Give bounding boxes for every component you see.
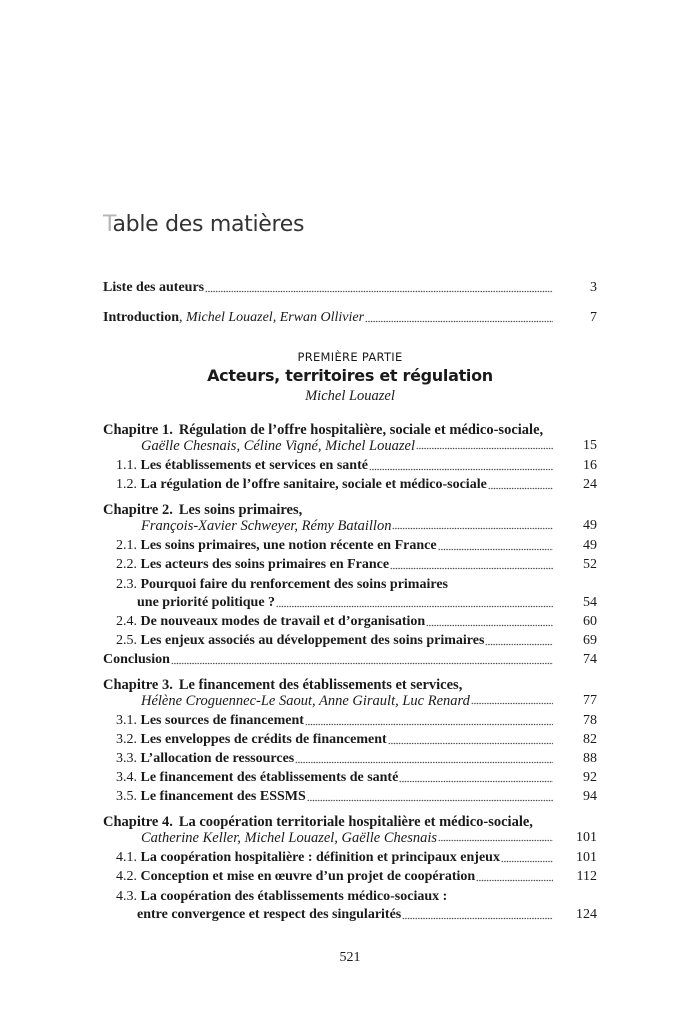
chapter-authors: François-Xavier Schweyer, Rémy Bataillon [141,518,392,534]
part-heading [103,349,597,406]
section-title: L’allocation de ressources [140,751,295,766]
section-label [103,867,475,886]
section-title-continued: entre convergence et respect des singularités [137,907,402,922]
section-number: 2.3. [116,577,137,592]
section-label [103,848,500,867]
section-number: 3.2. [116,732,137,747]
leader-dots [388,742,553,745]
section-page: 52 [583,557,597,572]
toc-section-entry[interactable] [103,650,597,669]
section-label [103,593,275,612]
chapter-authors-row[interactable] [103,830,597,846]
leader-dots [365,320,553,323]
chapter-title-text: Régulation de l’offre hospitalière, sociale et médico-sociale, [178,422,544,438]
chapter-title[interactable] [103,814,597,830]
leader-dots [390,567,553,570]
section-number: 2.2. [116,557,137,572]
chapter-block [103,677,597,806]
section-label [103,456,368,475]
toc-section-entry[interactable] [103,867,597,886]
part-author: Michel Louazel [305,388,395,404]
entry-authors: Michel Louazel, Erwan Ollivier [185,310,365,325]
section-label [103,612,425,631]
leader-dots [171,662,553,665]
front-matter-list [103,278,597,338]
entry-label: Introduction [103,310,179,325]
section-number: 1.1. [116,458,137,473]
leader-dots [438,839,553,842]
toc-section-entry[interactable] [103,456,597,475]
leader-dots [438,548,553,551]
section-label [103,536,437,555]
section-page: 112 [576,869,597,884]
chapter-page: 77 [583,693,597,708]
page-number: 521 [339,950,361,965]
chapter-page: 49 [583,518,597,533]
section-label [103,650,170,669]
chapter-authors: Hélène Croguennec-Le Saout, Anne Girault, Luc Renard [141,693,470,709]
entry-label: Liste des auteurs [103,280,205,295]
leader-dots [485,643,553,646]
section-label [103,768,398,787]
section-title: Le financement des ESSMS [140,789,306,804]
chapter-label: Chapitre 2. [103,502,173,518]
section-title-line[interactable] [103,574,597,593]
section-title: Le financement des établissements de santé [140,770,399,785]
section-title: Les enjeux associés au développement des soins primaires [140,633,485,648]
section-title: Conclusion [103,652,170,667]
chapter-authors: Gaëlle Chesnais, Céline Vigné, Michel Louazel [141,438,415,454]
chapter-title[interactable] [103,502,597,518]
chapter-title-text: Les soins primaires, [178,502,303,518]
toc-section-entry[interactable] [103,555,597,574]
section-label [103,749,294,768]
chapter-authors-row[interactable] [103,693,597,709]
section-page: 124 [576,907,597,922]
section-title: Les sources de financement [140,713,304,728]
section-page: 88 [583,751,597,766]
section-number: 3.3. [116,751,137,766]
toc-section-entry[interactable] [103,711,597,730]
section-label [103,475,487,494]
chapter-page: 101 [576,830,597,845]
section-number: 4.1. [116,850,137,865]
leader-dots [488,487,553,490]
section-title: Les enveloppes de crédits de financement [140,732,387,747]
section-title-continued: une priorité politique ? [137,595,276,610]
section-page: 49 [583,538,597,553]
chapter-block [103,422,597,494]
leader-dots [369,468,553,471]
section-number: 3.1. [116,713,137,728]
toc-section-entry[interactable] [103,631,597,650]
section-number: 4.2. [116,869,137,884]
section-title: Les acteurs des soins primaires en France [140,557,390,572]
leader-dots [295,761,553,764]
toc-section-entry[interactable] [103,536,597,555]
page-title [103,212,304,237]
section-title: La coopération hospitalière : définition et principaux enjeux [140,850,500,865]
section-number: 2.1. [116,538,137,553]
section-title: Les établissements et services en santé [140,458,368,473]
section-title: La coopération des établissements médico-sociaux : [140,889,448,904]
chapter-label: Chapitre 3. [103,677,173,693]
title-rest: able des matières [112,212,305,237]
chapter-page: 15 [583,438,597,453]
chapter-list [103,422,597,924]
chapter-block [103,814,597,924]
chapter-title-text: La coopération territoriale hospitalière et médico-sociale, [178,814,533,830]
section-number: 3.5. [116,789,137,804]
chapter-title[interactable] [103,422,597,438]
leader-dots [399,780,553,783]
leader-dots [276,605,553,608]
chapter-title[interactable] [103,677,597,693]
chapter-block [103,502,597,669]
toc-section-entry[interactable] [103,593,597,612]
toc-section-entry[interactable] [103,905,597,924]
leader-dots [402,917,553,920]
toc-section-entry[interactable] [103,768,597,787]
section-page: 92 [583,770,597,785]
section-title-line[interactable] [103,886,597,905]
toc-section-entry[interactable] [103,848,597,867]
section-page: 101 [576,850,597,865]
title-initial: T [103,212,113,237]
part-kicker: PREMIÈRE PARTIE [297,350,403,364]
chapter-label: Chapitre 4. [103,814,173,830]
toc-section-entry[interactable] [103,787,597,806]
section-number: 3.4. [116,770,137,785]
section-page: 94 [583,789,597,804]
leader-dots [476,879,553,882]
chapter-authors-row[interactable] [103,438,597,454]
section-label [103,787,306,806]
leader-dots [471,702,553,705]
toc-section-entry[interactable] [103,612,597,631]
section-page: 82 [583,732,597,747]
section-title: Conception et mise en œuvre d’un projet de coopération [140,869,476,884]
section-page: 74 [583,652,597,667]
section-page: 54 [583,595,597,610]
leader-dots [205,290,553,293]
entry-page: 7 [590,310,597,325]
leader-dots [307,799,553,802]
toc-section-entry[interactable] [103,730,597,749]
section-label [103,631,484,650]
toc-section-entry[interactable] [103,749,597,768]
section-title: La régulation de l’offre sanitaire, sociale et médico-sociale [140,477,487,492]
section-label [103,905,401,924]
entry-page: 3 [590,280,597,295]
section-number: 2.4. [116,614,137,629]
section-page: 69 [583,633,597,648]
section-number: 2.5. [116,633,137,648]
section-page: 24 [583,477,597,492]
toc-entry-introduction[interactable]: Introduction, Michel Louazel, Erwan Ollivier 7 [103,310,597,325]
chapter-label: Chapitre 1. [103,422,173,438]
section-page: 78 [583,713,597,728]
leader-dots [305,723,553,726]
section-label [103,711,304,730]
section-title: Les soins primaires, une notion récente en France [140,538,437,553]
section-label [103,730,387,749]
section-number: 1.2. [116,477,137,492]
toc-entry-liste-des-auteurs[interactable] [103,278,597,297]
section-title: Pourquoi faire du renforcement des soins primaires [140,577,448,592]
section-label [103,555,389,574]
chapter-authors: Catherine Keller, Michel Louazel, Gaëlle Chesnais [141,830,438,846]
section-page: 60 [583,614,597,629]
toc-section-entry[interactable] [103,475,597,494]
leader-dots [392,527,553,530]
part-title: Acteurs, territoires et régulation [207,366,493,385]
chapter-title-text: Le financement des établissements et services, [178,677,463,693]
section-title: De nouveaux modes de travail et d’organisation [140,614,426,629]
leader-dots [501,860,553,863]
chapter-authors-row[interactable] [103,518,597,534]
leader-dots [416,447,553,450]
section-number: 4.3. [116,889,137,904]
section-page: 16 [583,458,597,473]
leader-dots [426,624,553,627]
